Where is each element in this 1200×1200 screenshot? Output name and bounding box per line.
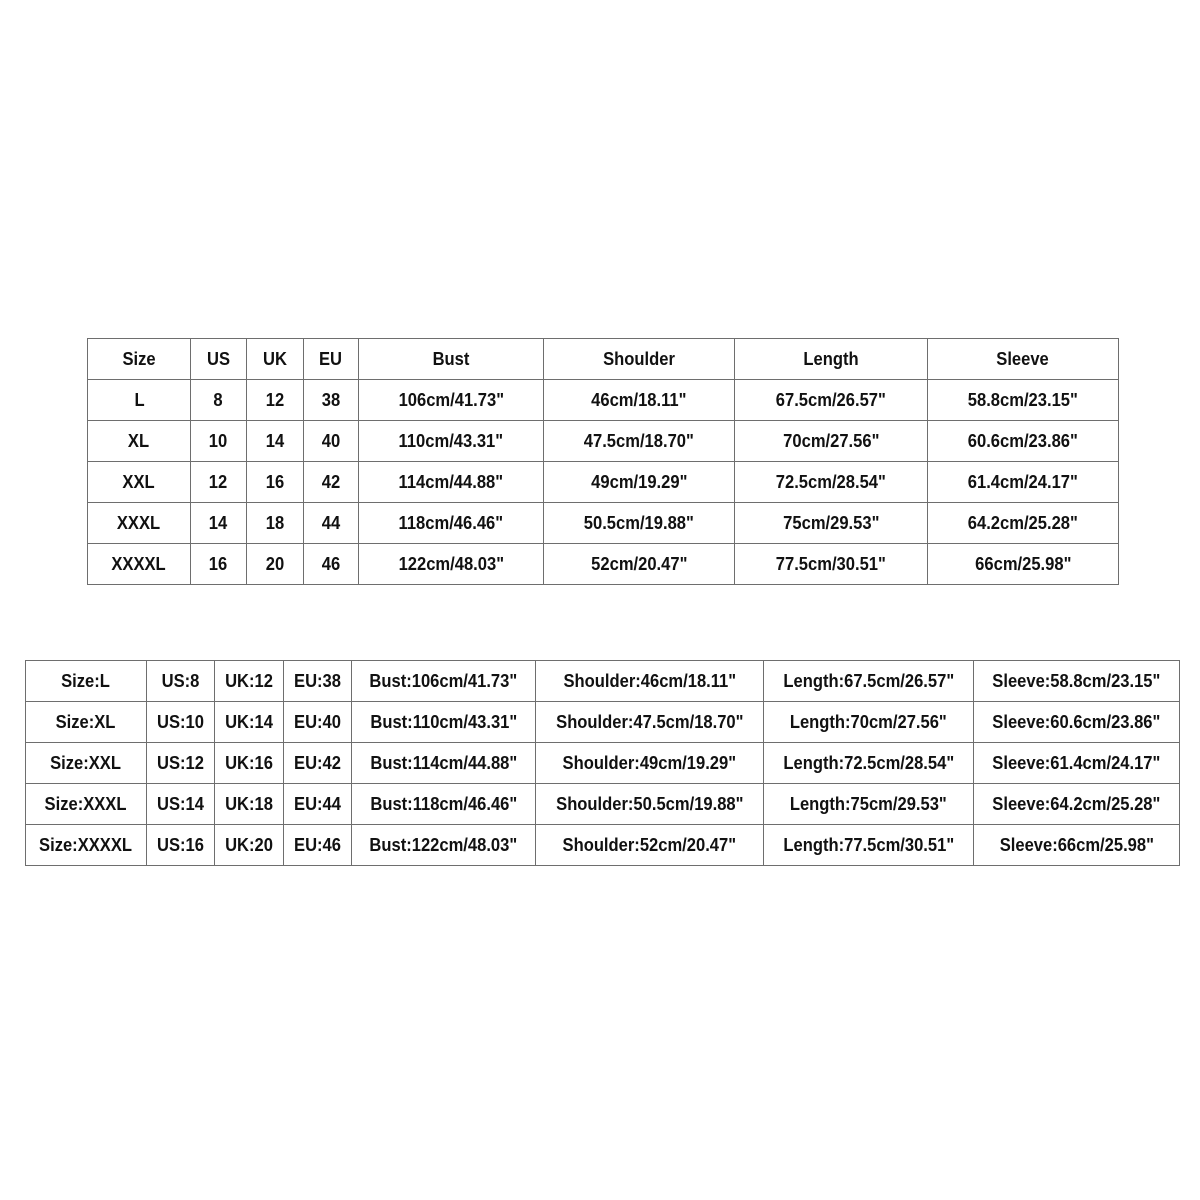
cell-text: 118cm/46.46"	[398, 512, 504, 533]
header-row	[88, 339, 1119, 380]
cell-text: 52cm/20.47"	[590, 553, 688, 574]
cell-text: Size:L	[61, 670, 111, 691]
table-cell	[191, 421, 247, 462]
table-cell	[147, 661, 215, 702]
table-cell	[26, 702, 147, 743]
table-cell	[735, 421, 928, 462]
table-row	[88, 544, 1119, 585]
table-row	[88, 503, 1119, 544]
table-cell	[247, 544, 304, 585]
cell-text: Bust:122cm/48.03"	[369, 834, 518, 855]
cell-text: Sleeve:66cm/25.98"	[999, 834, 1154, 855]
cell-text: 110cm/43.31"	[398, 430, 504, 451]
table-cell	[928, 421, 1119, 462]
table-cell	[88, 462, 191, 503]
table-cell	[284, 743, 352, 784]
table-cell	[247, 421, 304, 462]
cell-text: 20	[265, 553, 285, 574]
cell-text: XXL	[122, 471, 156, 492]
cell-text: Sleeve	[996, 348, 1050, 369]
cell-text: 38	[321, 389, 341, 410]
table-cell	[88, 380, 191, 421]
cell-text: 58.8cm/23.15"	[967, 389, 1079, 410]
cell-text: 60.6cm/23.86"	[967, 430, 1079, 451]
size-chart-table	[87, 338, 1119, 585]
cell-text: EU:42	[294, 752, 341, 773]
table-cell	[284, 661, 352, 702]
size-chart-labeled-table	[25, 660, 1180, 866]
table-cell	[352, 702, 536, 743]
cell-text: 47.5cm/18.70"	[583, 430, 695, 451]
table-cell	[304, 544, 359, 585]
table-cell	[544, 339, 735, 380]
cell-text: 66cm/25.98"	[974, 553, 1072, 574]
cell-text: Size:XXXL	[45, 793, 127, 814]
cell-text: US:14	[157, 793, 204, 814]
table-cell	[247, 339, 304, 380]
table-cell	[764, 825, 974, 866]
cell-text: Length:72.5cm/28.54"	[783, 752, 954, 773]
cell-text: US:12	[157, 752, 204, 773]
table-cell	[304, 421, 359, 462]
cell-text: UK:14	[225, 711, 273, 732]
table-cell	[247, 380, 304, 421]
table-cell	[304, 462, 359, 503]
cell-text: 50.5cm/19.88"	[583, 512, 695, 533]
table-cell	[359, 544, 544, 585]
table-cell	[191, 503, 247, 544]
cell-text: 16	[265, 471, 285, 492]
table-cell	[191, 380, 247, 421]
table-cell	[191, 462, 247, 503]
table-cell	[544, 421, 735, 462]
cell-text: 46cm/18.11"	[591, 389, 687, 410]
table-cell	[735, 503, 928, 544]
table-row	[26, 784, 1180, 825]
table-cell	[359, 380, 544, 421]
cell-text: 14	[265, 430, 285, 451]
cell-text: Shoulder:47.5cm/18.70"	[555, 711, 744, 732]
table-cell	[147, 702, 215, 743]
table-cell	[536, 661, 764, 702]
cell-text: Bust:110cm/43.31"	[370, 711, 517, 732]
cell-text: Bust	[432, 348, 470, 369]
table-cell	[191, 339, 247, 380]
table-cell	[974, 743, 1180, 784]
cell-text: US:16	[157, 834, 204, 855]
table-cell	[536, 702, 764, 743]
table-cell	[928, 503, 1119, 544]
table-cell	[764, 784, 974, 825]
cell-text: Shoulder:46cm/18.11"	[563, 670, 736, 691]
cell-text: 61.4cm/24.17"	[967, 471, 1079, 492]
table-cell	[544, 380, 735, 421]
cell-text: 42	[321, 471, 341, 492]
cell-text: US:10	[157, 711, 204, 732]
cell-text: 12	[265, 389, 285, 410]
cell-text: Length:67.5cm/26.57"	[783, 670, 954, 691]
cell-text: Length	[803, 348, 859, 369]
cell-text: 114cm/44.88"	[398, 471, 504, 492]
table-cell	[215, 661, 284, 702]
table-cell	[359, 421, 544, 462]
table-cell	[536, 784, 764, 825]
cell-text: Sleeve:58.8cm/23.15"	[992, 670, 1161, 691]
table-cell	[215, 784, 284, 825]
cell-text: 16	[209, 553, 228, 574]
table-cell	[147, 784, 215, 825]
table-cell	[735, 339, 928, 380]
cell-text: XXXXL	[111, 553, 167, 574]
cell-text: XXXL	[117, 512, 161, 533]
cell-text: Sleeve:60.6cm/23.86"	[992, 711, 1161, 732]
table-row	[88, 462, 1119, 503]
cell-text: UK	[263, 348, 287, 369]
table-cell	[284, 784, 352, 825]
cell-text: Shoulder:50.5cm/19.88"	[555, 793, 744, 814]
table-cell	[26, 661, 147, 702]
cell-text: L	[133, 389, 145, 410]
table-cell	[928, 380, 1119, 421]
table-cell	[26, 743, 147, 784]
table-cell	[974, 661, 1180, 702]
table-cell	[974, 784, 1180, 825]
table-cell	[764, 702, 974, 743]
cell-text: Size:XXXXL	[39, 834, 133, 855]
table-cell	[544, 462, 735, 503]
cell-text: EU	[319, 348, 343, 369]
cell-text: Sleeve:64.2cm/25.28"	[992, 793, 1161, 814]
table-cell	[544, 503, 735, 544]
table-cell	[359, 339, 544, 380]
cell-text: EU:44	[294, 793, 341, 814]
table-cell	[536, 743, 764, 784]
cell-text: 75cm/29.53"	[782, 512, 880, 533]
table-cell	[284, 825, 352, 866]
cell-text: 70cm/27.56"	[782, 430, 880, 451]
table-cell	[544, 544, 735, 585]
cell-text: Length:77.5cm/30.51"	[783, 834, 954, 855]
cell-text: 10	[209, 430, 228, 451]
table-cell	[352, 661, 536, 702]
cell-text: US:8	[161, 670, 200, 691]
cell-text: 44	[321, 512, 341, 533]
cell-text: UK:20	[225, 834, 273, 855]
cell-text: UK:16	[225, 752, 273, 773]
table-cell	[735, 544, 928, 585]
table-cell	[359, 503, 544, 544]
cell-text: EU:46	[294, 834, 341, 855]
cell-text: 14	[209, 512, 228, 533]
table-cell	[735, 380, 928, 421]
cell-text: Length:75cm/29.53"	[790, 793, 947, 814]
cell-text: 67.5cm/26.57"	[775, 389, 887, 410]
table-row	[88, 421, 1119, 462]
cell-text: Bust:118cm/46.46"	[370, 793, 517, 814]
table-cell	[764, 661, 974, 702]
table-cell	[26, 784, 147, 825]
cell-text: 77.5cm/30.51"	[775, 553, 887, 574]
table-cell	[359, 462, 544, 503]
cell-text: 64.2cm/25.28"	[967, 512, 1079, 533]
table-cell	[191, 544, 247, 585]
table-cell	[304, 339, 359, 380]
table-row	[26, 743, 1180, 784]
table-cell	[352, 784, 536, 825]
cell-text: EU:38	[294, 670, 341, 691]
cell-text: Shoulder:52cm/20.47"	[562, 834, 737, 855]
table-cell	[928, 339, 1119, 380]
cell-text: 8	[213, 389, 224, 410]
cell-text: EU:40	[294, 711, 341, 732]
cell-text: 72.5cm/28.54"	[775, 471, 887, 492]
cell-text: Size:XXL	[50, 752, 122, 773]
table-cell	[974, 702, 1180, 743]
table-cell	[304, 503, 359, 544]
table-cell	[974, 825, 1180, 866]
cell-text: Bust:114cm/44.88"	[370, 752, 517, 773]
table-cell	[147, 825, 215, 866]
table-cell	[88, 339, 191, 380]
cell-text: Sleeve:61.4cm/24.17"	[992, 752, 1161, 773]
table-cell	[247, 462, 304, 503]
table-cell	[764, 743, 974, 784]
table-cell	[352, 743, 536, 784]
cell-text: 122cm/48.03"	[398, 553, 504, 574]
table-cell	[147, 743, 215, 784]
cell-text: Length:70cm/27.56"	[790, 711, 947, 732]
table-cell	[26, 825, 147, 866]
table-cell	[735, 462, 928, 503]
cell-text: Shoulder	[603, 348, 675, 369]
table-cell	[352, 825, 536, 866]
cell-text: UK:18	[225, 793, 273, 814]
table-cell	[215, 702, 284, 743]
cell-text: Size:XL	[56, 711, 116, 732]
table-cell	[536, 825, 764, 866]
table-cell	[88, 421, 191, 462]
cell-text: 12	[209, 471, 228, 492]
table-cell	[88, 503, 191, 544]
table-cell	[928, 462, 1119, 503]
cell-text: UK:12	[225, 670, 273, 691]
cell-text: 40	[321, 430, 341, 451]
cell-text: Shoulder:49cm/19.29"	[562, 752, 737, 773]
table-cell	[215, 825, 284, 866]
table-row	[26, 825, 1180, 866]
table-cell	[88, 544, 191, 585]
table-cell	[304, 380, 359, 421]
cell-text: XL	[128, 430, 150, 451]
table-cell	[284, 702, 352, 743]
cell-text: Size	[122, 348, 156, 369]
table-cell	[215, 743, 284, 784]
cell-text: 49cm/19.29"	[590, 471, 688, 492]
table-row	[88, 380, 1119, 421]
table-cell	[247, 503, 304, 544]
cell-text: Bust:106cm/41.73"	[369, 670, 518, 691]
cell-text: US	[206, 348, 230, 369]
cell-text: 46	[321, 553, 341, 574]
table-row	[26, 661, 1180, 702]
table-cell	[928, 544, 1119, 585]
table-row	[26, 702, 1180, 743]
cell-text: 106cm/41.73"	[398, 389, 504, 410]
cell-text: 18	[265, 512, 285, 533]
